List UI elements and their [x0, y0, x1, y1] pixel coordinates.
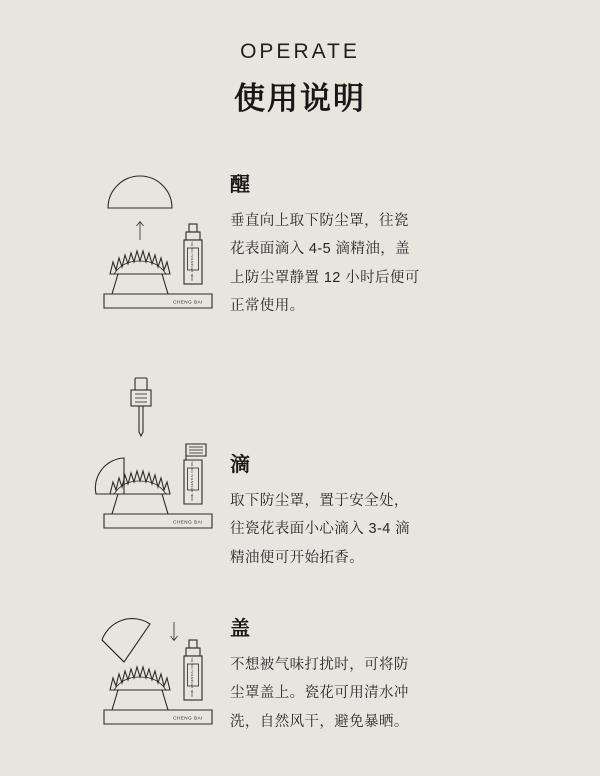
dust-cover-removed-icon — [95, 458, 124, 494]
page-eyebrow: OPERATE — [240, 40, 360, 63]
pedestal-icon — [112, 494, 168, 514]
bottle-label-text: 30ML ESSENTIAL OIL OIL — [189, 460, 194, 502]
page-title: 使用说明 — [234, 81, 366, 116]
dropper-tip-icon — [139, 406, 143, 436]
step-1-body: 垂直向上取下防尘罩，往瓷花表面滴入 4-5 滴精油，盖上防尘罩静置 12 小时后便可正常使用。 — [230, 213, 420, 314]
step-3-heading: 盖 — [230, 618, 251, 640]
steps-list — [0, 162, 600, 768]
lift-dome-diagram — [88, 162, 238, 322]
step-3-body: 不想被气味打扰时，可将防尘罩盖上。瓷花可用清水冲洗，自然风干，避免暴晒。 — [230, 657, 409, 730]
step-3-text — [230, 578, 600, 736]
step-1-figure — [0, 162, 230, 322]
dropper-collar-icon — [186, 232, 200, 240]
list-item — [0, 370, 600, 566]
base-brand-text: CHENG BAI — [172, 299, 203, 305]
pedestal-icon — [112, 274, 168, 294]
bottle-label-text: 30ML ESSENTIAL OIL OIL — [189, 656, 194, 698]
dropper-bulb-icon — [135, 378, 147, 390]
step-1-heading: 醒 — [230, 174, 251, 196]
pedestal-icon — [112, 690, 168, 710]
dropper-cap-icon — [189, 640, 197, 648]
step-2-body: 取下防尘罩，置于安全处，往瓷花表面小心滴入 3-4 滴精油便可开始拓香。 — [230, 493, 411, 566]
base-brand-text: CHENG BAI — [172, 715, 203, 721]
cover-dome-diagram — [88, 578, 238, 748]
porcelain-flower-icon — [110, 251, 170, 274]
dropper-cap-icon — [189, 224, 197, 232]
step-2-figure — [0, 370, 230, 555]
step-2-text — [230, 370, 600, 572]
dropper-collar-icon — [186, 648, 200, 656]
base-brand-text: CHENG BAI — [172, 519, 203, 525]
list-item — [0, 578, 600, 768]
porcelain-flower-icon — [110, 667, 170, 690]
step-1-text — [230, 162, 600, 320]
step-3-figure — [0, 578, 230, 748]
list-item — [0, 162, 600, 352]
dust-cover-edge-icon — [102, 640, 124, 662]
porcelain-flower-icon — [110, 471, 170, 494]
drip-oil-diagram — [88, 370, 238, 555]
step-2-heading: 滴 — [230, 454, 251, 476]
dust-cover-icon — [108, 176, 172, 208]
dust-cover-icon — [102, 619, 150, 662]
page-header — [0, 0, 600, 118]
bottle-label-text: 30ML ESSENTIAL OIL OIL — [189, 240, 194, 282]
